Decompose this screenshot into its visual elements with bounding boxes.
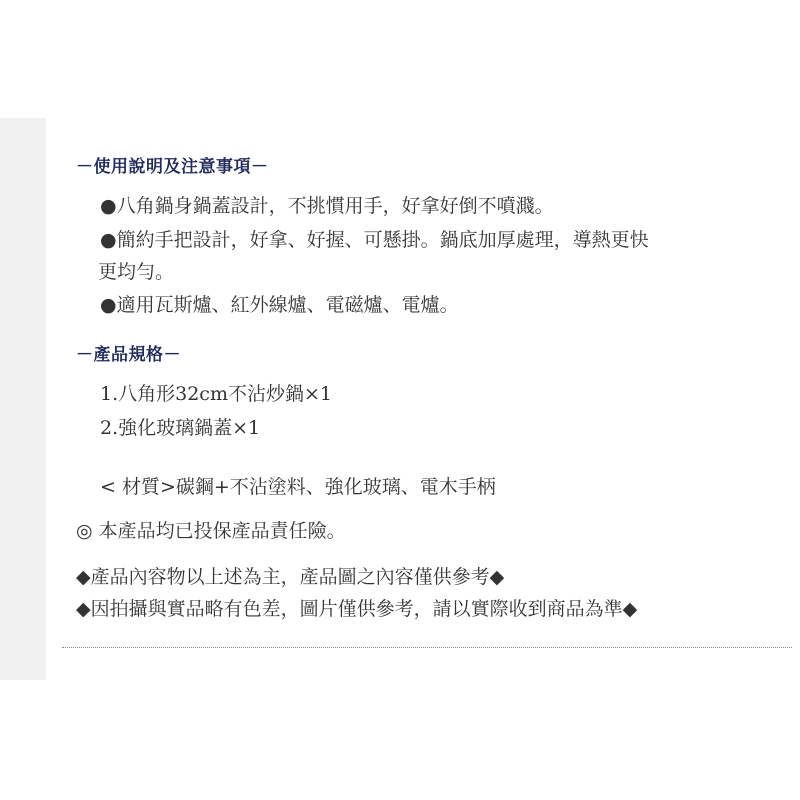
spec-item-wok: 1.八角形32cm不沾炒鍋×1 [100,383,332,405]
usage-section-heading: －使用說明及注意事項－ [76,157,269,177]
dotted-divider [62,647,792,648]
content-note: ◆產品內容物以上述為主，產品圖之內容僅供參考◆ [76,566,505,588]
insurance-note: ◎ 本產品均已投保產品責任險。 [76,520,346,542]
left-gutter [0,118,46,680]
bottom-blank-area [0,680,800,800]
usage-item-handle: ●簡約手把設計，好拿、好握、可懸掛。鍋底加厚處理，導熱更快 [100,229,649,251]
spec-section-heading: －產品規格－ [76,345,181,365]
color-difference-note: ◆因拍攝與實品略有色差，圖片僅供參考，請以實際收到商品為準◆ [76,598,638,620]
usage-item-design: ●八角鍋身鍋蓋設計，不挑慣用手，好拿好倒不噴濺。 [100,195,554,217]
top-blank-area [0,0,800,118]
product-description-panel [46,118,800,680]
spec-item-lid: 2.強化玻璃鍋蓋×1 [100,417,261,439]
spec-material: < 材質>碳鋼+不沾塗料、強化玻璃、電木手柄 [100,476,496,498]
usage-item-stoves: ●適用瓦斯爐、紅外線爐、電磁爐、電爐。 [100,294,459,316]
usage-item-handle-continued: 更均勻。 [98,261,175,283]
